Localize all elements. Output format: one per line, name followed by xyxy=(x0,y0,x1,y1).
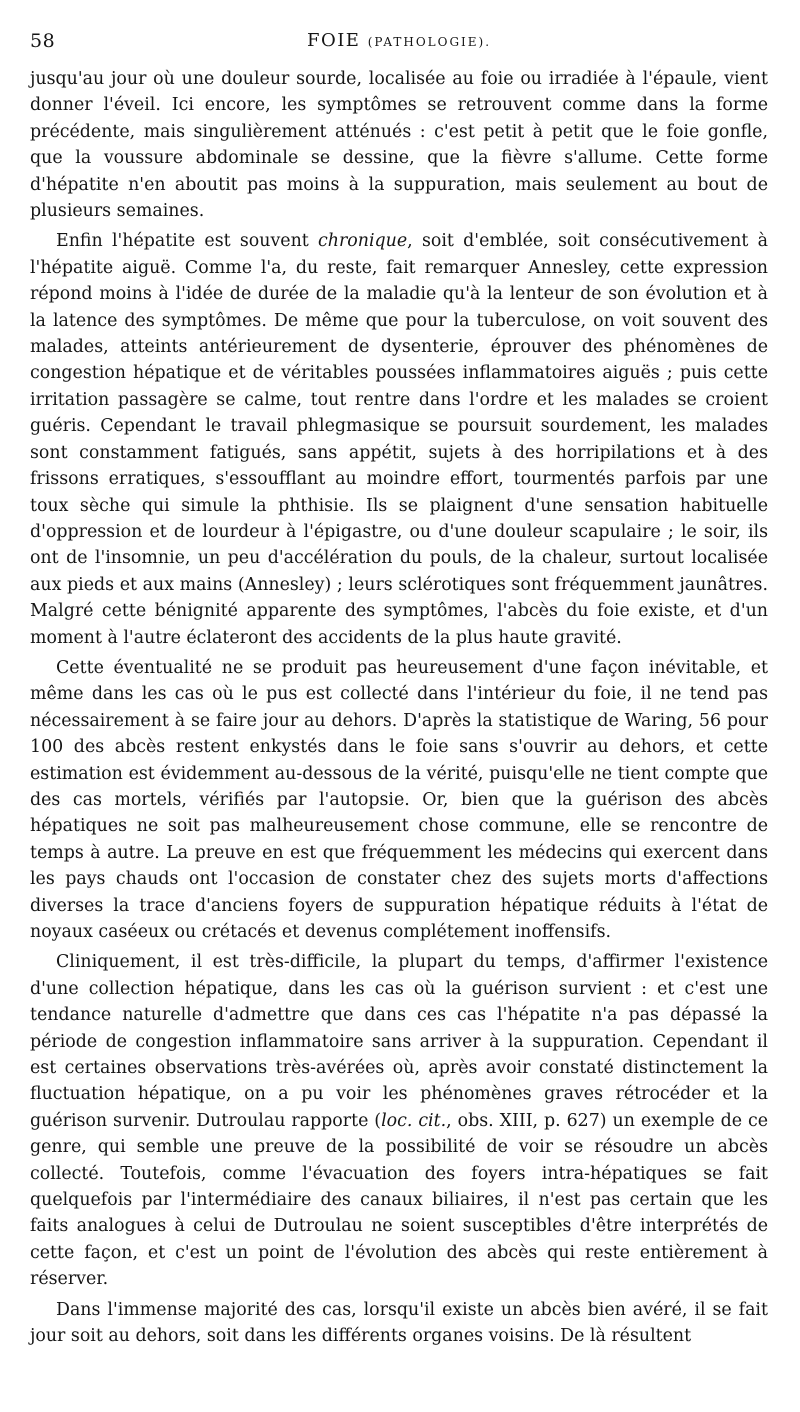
paragraph-1: jusqu'au jour où une douleur sourde, localisée au foie ou irradiée à l'épaule, vient donner l'éveil. Ici encore, les symptômes se retrouvent comme dans la forme précédente, mais singulièrement atténués : c'est petit à petit que le foie gonfle, que la voussure abdominale se dessine, que la fièvre s'allume. Cette forme d'hépatite n'en aboutit pas moins à la suppuration, mais seulement au bout de plusieurs semaines. xyxy=(30,69,768,222)
running-head-title: FOIE xyxy=(306,30,361,51)
running-head xyxy=(30,30,768,51)
italic-term-chronique: chronique xyxy=(318,231,408,252)
paragraph-2-start: Enfin l'hépatite est souvent xyxy=(56,231,319,252)
paragraph-2-rest: , soit d'emblée, soit consécutivement à l'hépatite aiguë. Comme l'a, du reste, fait remarquer Annesley, cette expression répond moins à l'idée de durée de la maladie qu'à la lenteur de son évolution et à la latence des symptômes. De même que pour la tuberculose, on voit souvent des malades, atteints antérieurement de dysenterie, éprouver des phénomènes de congestion hépatique et de véritables poussées inflammatoires aiguës ; puis cette irritation passagère se calme, tout rentre dans l'ordre et les malades se croient guéris. Cependant le travail phlegmasique se poursuit sourdement, les malades sont constamment fatigués, sans appétit, sujets à des horripilations et à des frissons erratiques, s'essoufflant au moindre effort, tourmentés parfois par une toux sèche qui simule la phthisie. Ils se plaignent d'une sensation habituelle d'oppression et de lourdeur à l'épigastre, ou d'une douleur scapulaire ; le soir, ils ont de l'insomnie, un peu d'accélération du pouls, de la chaleur, surtout localisée aux pieds et aux mains (Annesley) ; leurs sclérotiques sont fréquemment jaunâtres. Malgré cette bénignité apparente des symptômes, l'abcès du foie existe, et d'un moment à l'autre éclateront des accidents de la plus haute gravité. xyxy=(30,231,769,648)
paragraph-4-rest: , obs. XIII, p. 627) un exemple de ce genre, qui semble une preuve de la possibilité de voir se résoudre un abcès collecté. Toutefois, comme l'évacuation des foyers intra-hépatiques se fait quelquefois par l'intermédiaire des canaux biliaires, il n'est pas certain que les faits analogues à celui de Dutroulau ne soient susceptibles d'être interprétés de cette façon, et c'est un point de l'évolution des abcès qui reste entièrement à réserver. xyxy=(30,1110,769,1290)
paragraph-4 xyxy=(30,949,768,1292)
paragraph-5: Dans l'immense majorité des cas, lorsqu'il existe un abcès bien avéré, il se fait jour soit au dehors, soit dans les différents organes voisins. De là résultent xyxy=(30,1299,768,1347)
page-number: 58 xyxy=(30,30,56,52)
page-header xyxy=(30,26,768,66)
running-head-section: (PATHOLOGIE). xyxy=(367,35,492,49)
paragraph-4-start: Cliniquement, il est très-difficile, la plupart du temps, d'affirmer l'existence d'une collection hépatique, dans les cas où la guérison survient : et c'est une tendance naturelle d'admettre que dans ces cas l'hépatite n'a pas dépassé la période de congestion inflammatoire sans arriver à la suppuration. Cependant il est certaines observations très-avérées où, après avoir constaté distinctement la fluctuation hépatique, on a pu voir les phénomènes graves rétrocéder et la guérison survenir. Dutroulau rapporte ( xyxy=(30,952,768,1131)
body-text xyxy=(30,66,768,1350)
paragraph-2 xyxy=(30,228,768,651)
book-page xyxy=(30,26,768,1350)
paragraph-3: Cette éventualité ne se produit pas heureusement d'une façon inévitable, et même dans les cas où le pus est collecté dans l'intérieur du foie, il ne tend pas nécessairement à se faire jour au dehors. D'après la statistique de Waring, 56 pour 100 des abcès restent enkystés dans le foie sans s'ouvrir au dehors, et cette estimation est évidemment au-dessous de la vérité, puisqu'elle ne tient compte que des cas mortels, vérifiés par l'autopsie. Or, bien que la guérison des abcès hépatiques ne soit pas malheureusement chose commune, elle se rencontre de temps à autre. La preuve en est que fréquemment les médecins qui exercent dans les pays chauds ont l'occasion de constater chez des sujets morts d'affections diverses la trace d'anciens foyers de suppuration hépatique réduits à l'état de noyaux caséeux ou crétacés et devenus complétement inoffensifs. xyxy=(30,657,768,942)
italic-citation-loc-cit: loc. cit. xyxy=(381,1110,447,1131)
